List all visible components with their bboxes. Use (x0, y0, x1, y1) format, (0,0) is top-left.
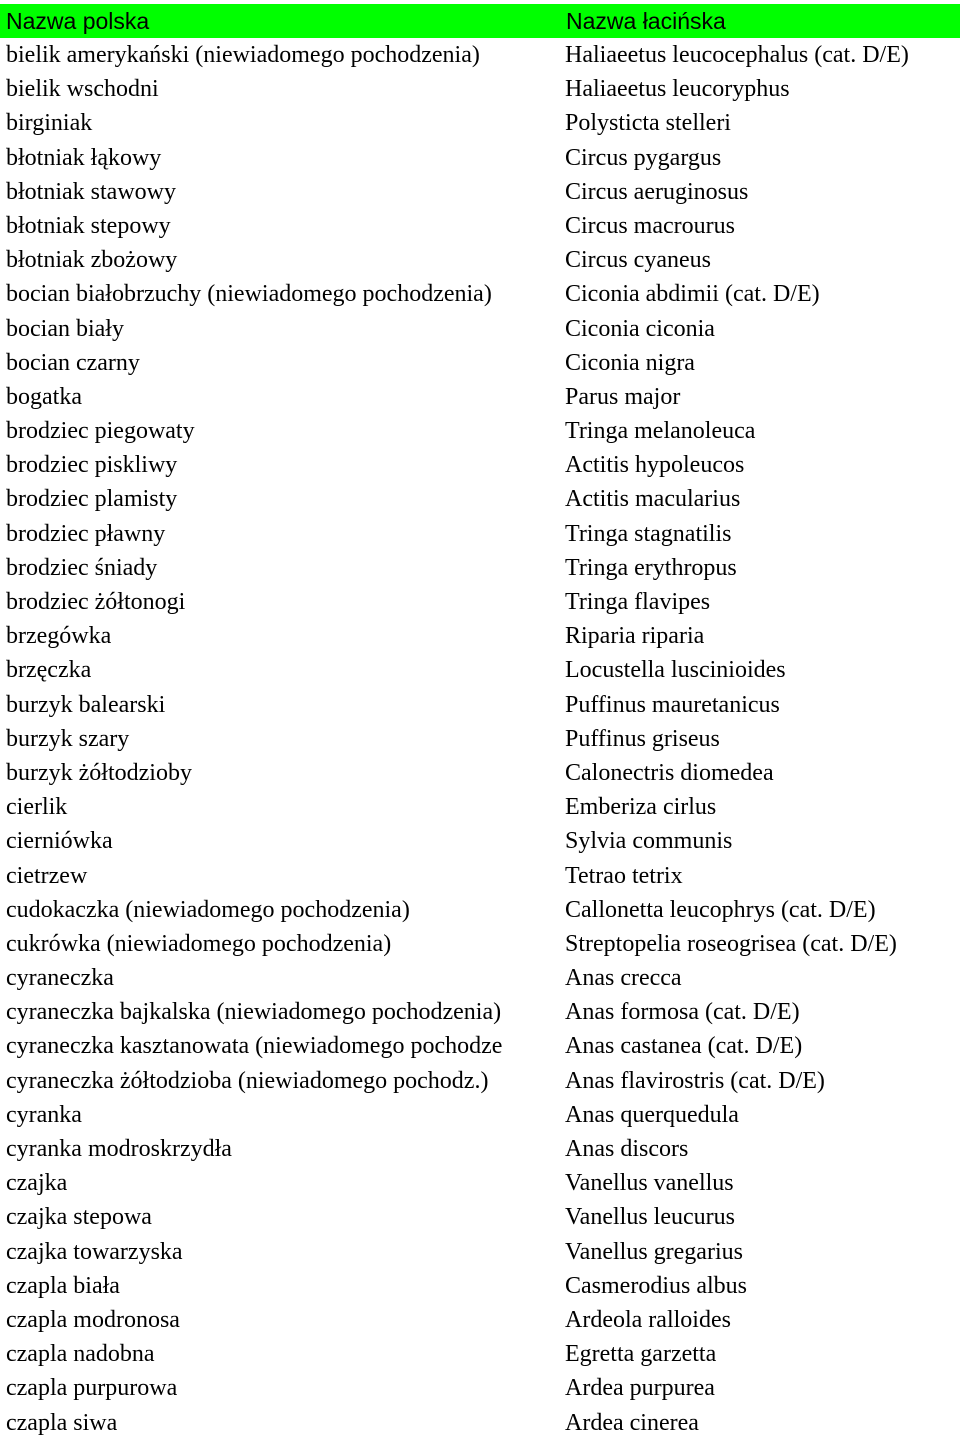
latin-name-cell: Puffinus mauretanicus (565, 691, 780, 718)
polish-name-cell: cyranka (6, 1101, 82, 1128)
polish-name-cell: czajka stepowa (6, 1204, 152, 1231)
latin-name-cell: Anas castanea (cat. D/E) (565, 1033, 803, 1060)
header-polish-name: Nazwa polska (6, 8, 150, 34)
polish-name-cell: brzęczka (6, 657, 92, 684)
latin-name-cell: Ardea cinerea (565, 1409, 699, 1436)
polish-name-cell: cietrzew (6, 862, 88, 889)
polish-name-cell: czapla modronosa (6, 1306, 180, 1333)
latin-name-cell: Locustella luscinioides (565, 657, 786, 684)
latin-name-cell: Ciconia ciconia (565, 315, 715, 342)
latin-name-cell: Anas flavirostris (cat. D/E) (565, 1067, 825, 1094)
latin-name-cell: Ardea purpurea (565, 1375, 715, 1402)
table-row (0, 482, 960, 516)
latin-name-cell: Actitis hypoleucos (565, 452, 745, 479)
polish-name-cell: cudokaczka (niewiadomego pochodzenia) (6, 896, 410, 923)
latin-name-cell: Anas discors (565, 1136, 689, 1162)
polish-name-cell: brodziec śniady (6, 554, 158, 581)
table-row (0, 1132, 960, 1166)
latin-name-cell: Tringa erythropus (565, 554, 737, 581)
table-row (0, 243, 960, 277)
polish-name-cell: bocian białobrzuchy (niewiadomego pochodzenia) (6, 281, 492, 308)
polish-name-cell: czajka towarzyska (6, 1238, 183, 1265)
table-row (0, 175, 960, 209)
table-row (0, 1098, 960, 1132)
table-row (0, 653, 960, 687)
table-row (0, 995, 960, 1029)
polish-name-cell: cierlik (6, 794, 68, 821)
species-table (0, 4, 960, 1440)
polish-name-cell: czapla biała (6, 1272, 120, 1299)
table-row (0, 551, 960, 585)
table-row (0, 106, 960, 140)
table-row (0, 1303, 960, 1337)
polish-name-cell: czapla siwa (6, 1409, 118, 1436)
latin-name-cell: Calonectris diomedea (565, 759, 774, 786)
polish-name-cell: cyraneczka bajkalska (niewiadomego pochodzenia) (6, 999, 502, 1026)
latin-name-cell: Casmerodius albus (565, 1272, 747, 1299)
polish-name-cell: cukrówka (niewiadomego pochodzenia) (6, 930, 392, 957)
latin-name-cell: Tringa stagnatilis (565, 520, 732, 547)
table-header-row (0, 4, 960, 38)
table-row (0, 619, 960, 653)
table-row (0, 277, 960, 311)
table-row (0, 1029, 960, 1063)
polish-name-cell: brodziec plamisty (6, 486, 178, 513)
table-row (0, 722, 960, 756)
table-row (0, 312, 960, 346)
table-row (0, 1200, 960, 1234)
polish-name-cell: bocian biały (6, 315, 124, 342)
polish-name-cell: czapla purpurowa (6, 1375, 178, 1402)
latin-name-cell: Vanellus leucurus (565, 1204, 735, 1231)
polish-name-cell: burzyk balearski (6, 691, 166, 718)
table-row (0, 517, 960, 551)
table-row (0, 1166, 960, 1200)
polish-name-cell: cyranka modroskrzydła (6, 1136, 232, 1162)
polish-name-cell: brodziec żółtonogi (6, 589, 186, 615)
polish-name-cell: bielik wschodni (6, 76, 159, 103)
latin-name-cell: Emberiza cirlus (565, 794, 717, 821)
table-row (0, 1064, 960, 1098)
latin-name-cell: Tetrao tetrix (565, 862, 683, 889)
latin-name-cell: Riparia riparia (565, 623, 705, 650)
table-row (0, 380, 960, 414)
table-row (0, 414, 960, 448)
polish-name-cell: brzegówka (6, 623, 112, 650)
latin-name-cell: Polysticta stelleri (565, 110, 731, 137)
polish-name-cell: błotniak stepowy (6, 212, 171, 239)
polish-name-cell: bocian czarny (6, 349, 140, 376)
table-row (0, 141, 960, 175)
polish-name-cell: brodziec piskliwy (6, 452, 178, 479)
latin-name-cell: Streptopelia roseogrisea (cat. D/E) (565, 930, 897, 957)
latin-name-cell: Haliaeetus leucocephalus (cat. D/E) (565, 42, 909, 68)
table-row (0, 893, 960, 927)
table-row (0, 961, 960, 995)
table-row (0, 72, 960, 106)
polish-name-cell: cyraneczka (6, 965, 114, 992)
table-row (0, 1337, 960, 1371)
table-row (0, 1269, 960, 1303)
table-row (0, 688, 960, 722)
table-row (0, 859, 960, 893)
polish-name-cell: błotniak zbożowy (6, 247, 178, 274)
latin-name-cell: Ardeola ralloides (565, 1306, 731, 1333)
table-body (0, 38, 960, 1440)
latin-name-cell: Vanellus vanellus (565, 1170, 734, 1197)
polish-name-cell: bogatka (6, 383, 82, 410)
latin-name-cell: Tringa flavipes (565, 589, 711, 615)
polish-name-cell: błotniak stawowy (6, 178, 176, 205)
polish-name-cell: błotniak łąkowy (6, 144, 162, 171)
latin-name-cell: Anas crecca (565, 965, 682, 992)
table-row (0, 927, 960, 961)
table-row (0, 448, 960, 482)
latin-name-cell: Sylvia communis (565, 828, 733, 855)
latin-name-cell: Actitis macularius (565, 486, 741, 513)
table-row (0, 824, 960, 858)
polish-name-cell: cierniówka (6, 828, 113, 855)
latin-name-cell: Haliaeetus leucoryphus (565, 76, 790, 103)
polish-name-cell: burzyk szary (6, 725, 130, 752)
polish-name-cell: brodziec pławny (6, 520, 166, 547)
table-row (0, 756, 960, 790)
latin-name-cell: Callonetta leucophrys (cat. D/E) (565, 896, 876, 923)
polish-name-cell: bielik amerykański (niewiadomego pochodzenia) (6, 42, 480, 68)
table-row (0, 1371, 960, 1405)
latin-name-cell: Circus aeruginosus (565, 178, 749, 205)
table-row (0, 790, 960, 824)
latin-name-cell: Circus macrourus (565, 212, 735, 239)
polish-name-cell: czapla nadobna (6, 1341, 155, 1368)
table-row (0, 209, 960, 243)
polish-name-cell: birginiak (6, 110, 93, 137)
table-row (0, 1235, 960, 1269)
latin-name-cell: Tringa melanoleuca (565, 418, 756, 445)
header-latin-name: Nazwa łacińska (566, 8, 726, 34)
polish-name-cell: czajka (6, 1170, 68, 1197)
latin-name-cell: Anas querquedula (565, 1101, 739, 1128)
latin-name-cell: Puffinus griseus (565, 725, 720, 752)
latin-name-cell: Vanellus gregarius (565, 1238, 743, 1265)
table-row (0, 346, 960, 380)
table-row (0, 1406, 960, 1440)
polish-name-cell: burzyk żółtodzioby (6, 759, 192, 786)
table-row (0, 585, 960, 619)
latin-name-cell: Ciconia nigra (565, 349, 695, 376)
latin-name-cell: Circus pygargus (565, 144, 722, 171)
latin-name-cell: Parus major (565, 383, 681, 410)
latin-name-cell: Anas formosa (cat. D/E) (565, 999, 800, 1026)
table-row (0, 38, 960, 72)
polish-name-cell: cyraneczka kasztanowata (niewiadomego pochodze (6, 1033, 503, 1060)
latin-name-cell: Ciconia abdimii (cat. D/E) (565, 281, 820, 308)
polish-name-cell: cyraneczka żółtodzioba (niewiadomego pochodz.) (6, 1067, 489, 1094)
latin-name-cell: Egretta garzetta (565, 1341, 717, 1368)
latin-name-cell: Circus cyaneus (565, 247, 711, 274)
polish-name-cell: brodziec piegowaty (6, 418, 195, 445)
